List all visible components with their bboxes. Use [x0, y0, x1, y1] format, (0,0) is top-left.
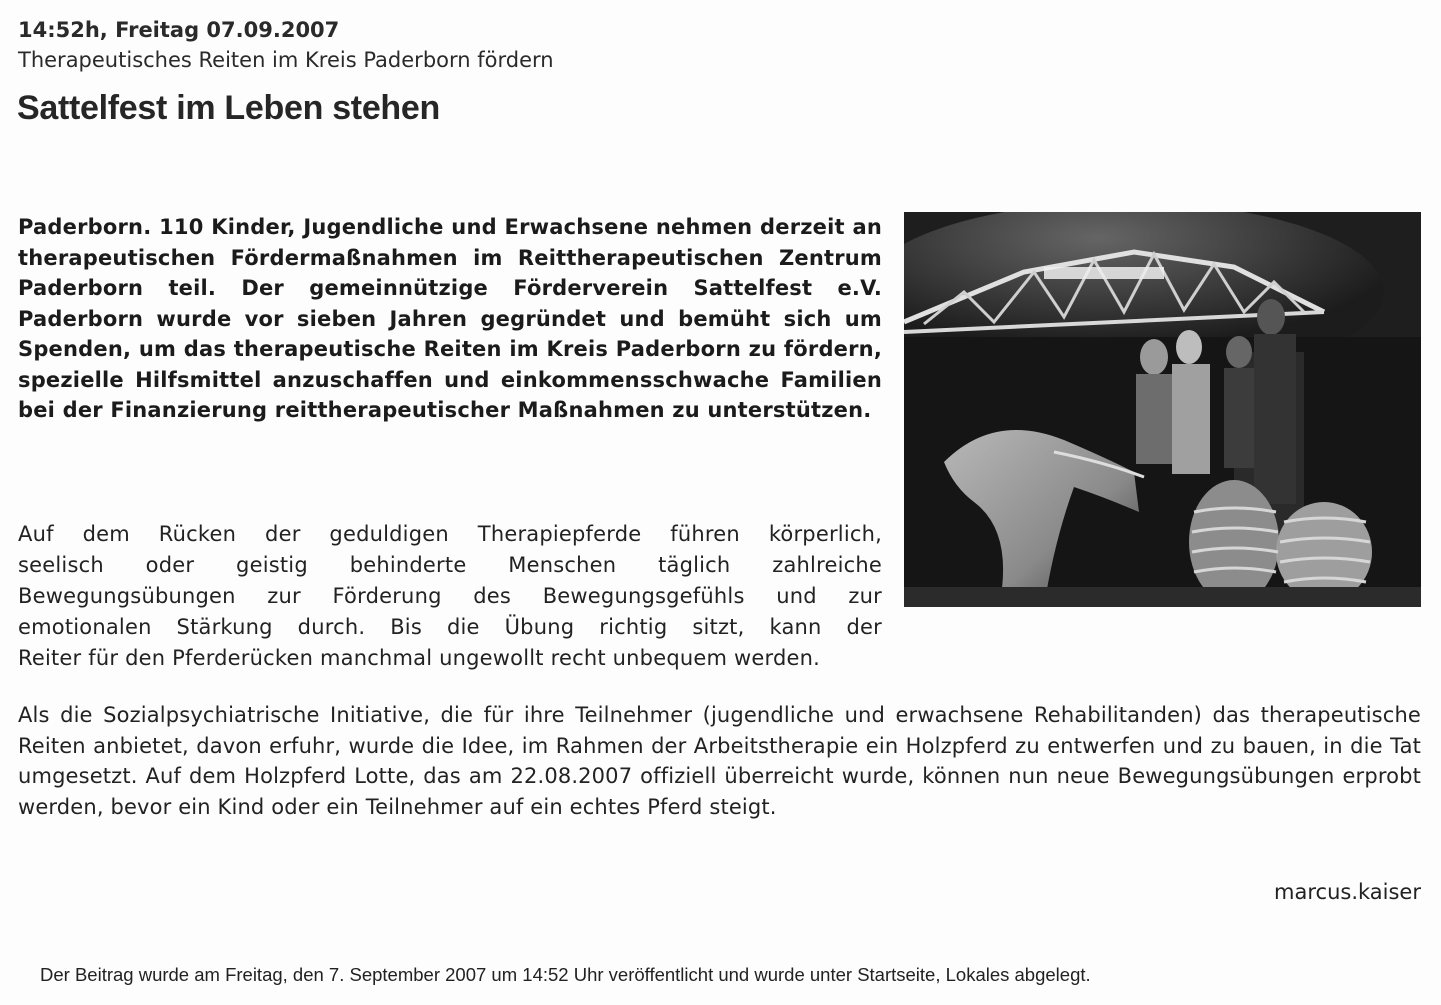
paragraph-1-line: Bewegungsübungen zur Förderung des Bewegungsgefühls und zur [18, 584, 882, 608]
article-headline: Sattelfest im Leben stehen [17, 89, 440, 127]
article-author: marcus.kaiser [1274, 880, 1421, 904]
paragraph-1-line: seelisch oder geistig behinderte Menschen täglich zahlreiche [18, 553, 882, 577]
article-photo [904, 212, 1421, 607]
article-paragraph-2: Als die Sozialpsychiatrische Initiative, die für ihre Teilnehmer (jugendliche und erwachsene Rehabilitanden) das therapeutische Reiten anbietet, davon erfuhr, wurde die Idee, im Rahmen der Arbeitstherapie ein Holzpferd zu entwerfen und zu bauen, in die Tat umgesetzt. Auf dem Holzpferd Lotte, das am 22.08.2007 offiziell überreicht wurde, können nun neue Bewegungsübungen erprobt werden, bevor ein Kind oder ein Teilnehmer auf ein echtes Pferd steigt. [18, 703, 1421, 819]
paragraph-1-line: emotionalen Stärkung durch. Bis die Übung richtig sitzt, kann der [18, 615, 882, 639]
article-dateline: 14:52h, Freitag 07.09.2007 [18, 18, 340, 42]
article-footer-note: Der Beitrag wurde am Freitag, den 7. September 2007 um 14:52 Uhr veröffentlicht und wurde unter Startseite, Lokales abgelegt. [40, 964, 1091, 985]
article-paragraph-1 [18, 519, 966, 674]
paragraph-1-line: Auf dem Rücken der geduldigen Therapiepferde führen körperlich, [18, 522, 882, 546]
paragraph-1-line: Reiter für den Pferderücken manchmal ungewollt recht unbequem werden. [18, 646, 821, 670]
article-lead-paragraph: Paderborn. 110 Kinder, Jugendliche und Erwachsene nehmen derzeit an therapeutischen Fördermaßnahmen im Reittherapeutischen Zentrum Paderborn teil. Der gemeinnützige Förderverein Sattelfest e.V. Paderborn wurde vor sieben Jahren gegründet und bemüht sich um Spenden, um das therapeutische Reiten im Kreis Paderborn zu fördern, spezielle Hilfsmittel anzuschaffen und einkommensschwache Familien bei der Finanzierung reittherapeutischer Maßnahmen zu unterstützen. [18, 215, 882, 422]
photo-riding-hall-image [904, 212, 1421, 607]
article-kicker: Therapeutisches Reiten im Kreis Paderborn fördern [18, 48, 554, 72]
